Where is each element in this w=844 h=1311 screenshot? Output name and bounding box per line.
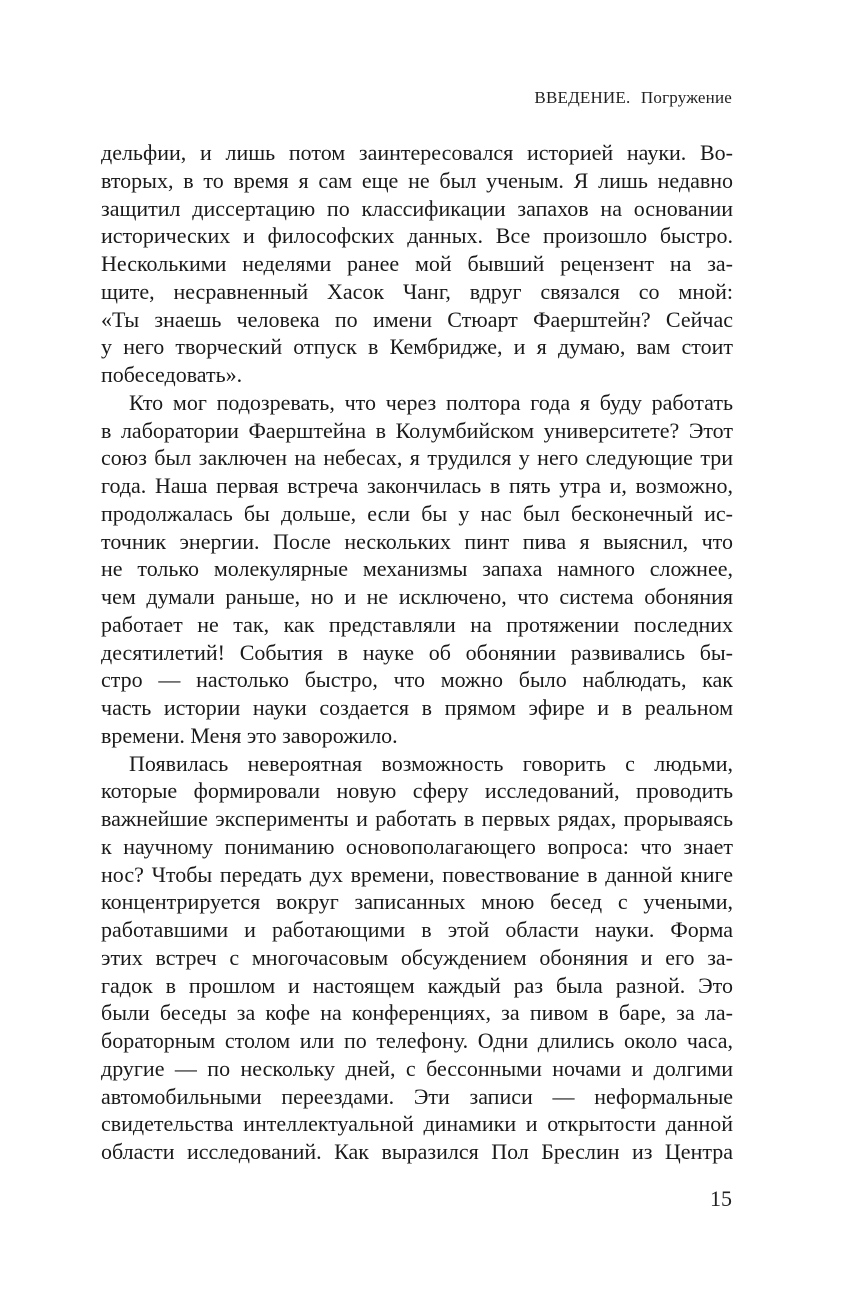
- text-line: времени. Меня это заворожило.: [101, 722, 398, 748]
- paragraph: [101, 389, 733, 750]
- paragraph: [101, 750, 733, 1166]
- text-line: работает не так, как представляли на протяжении последних: [101, 611, 733, 637]
- text-line: часть истории науки создается в прямом эфире и в реальном: [101, 695, 733, 720]
- running-head: [534, 88, 732, 108]
- text-line: к научному пониманию основополагающего вопроса: что знает: [101, 833, 733, 859]
- text-line: другие — по нескольку дней, с бессонными ночами и долгими: [101, 1055, 733, 1081]
- body-text: [101, 139, 733, 1166]
- text-line: Кто мог подозревать, что через полтора года я буду работать: [129, 389, 733, 415]
- text-line: «Ты знаешь человека по имени Стюарт Фаерштейн? Сейчас: [101, 306, 733, 332]
- text-line: дельфии, и лишь потом заинтересовался историей науки. Во-: [101, 140, 733, 165]
- text-line: чем думали раньше, но и не исключено, что система обоняния: [101, 584, 733, 609]
- text-line: стро — настолько быстро, что можно было наблюдать, как: [101, 667, 733, 693]
- text-line: у него творческий отпуск в Кембридже, и я думаю, вам стоит: [101, 334, 733, 360]
- text-line: бораторным столом или по телефону. Одни длились около часа,: [101, 1028, 733, 1053]
- page-number: 15: [710, 1186, 732, 1211]
- text-line: защитил диссертацию по классификации запахов на основании: [101, 195, 733, 221]
- text-line: нос? Чтобы передать дух времени, повествование в данной книге: [101, 861, 733, 887]
- text-line: концентрируется вокруг записанных мною бесед с учеными,: [101, 889, 733, 915]
- text-line: точник энергии. После нескольких пинт пива я выяснил, что: [101, 528, 733, 554]
- text-line: этих встреч с многочасовым обсуждением обоняния и его за-: [101, 944, 733, 970]
- text-line: области исследований. Как выразился Пол Бреслин из Центра: [101, 1139, 733, 1164]
- text-line: побеседовать».: [101, 362, 243, 387]
- running-head-chapter-title: Погружение: [640, 88, 732, 107]
- text-line: свидетельства интеллектуальной динамики и открытости данной: [101, 1111, 733, 1137]
- text-line: Несколькими неделями ранее мой бывший рецензент на за-: [101, 251, 733, 276]
- running-head-section: ВВЕДЕНИЕ.: [534, 88, 631, 107]
- text-line: которые формировали новую сферу исследований, проводить: [101, 778, 733, 804]
- text-line: гадок в прошлом и настоящем каждый раз была разной. Это: [101, 972, 733, 998]
- text-line: продолжалась бы дольше, если бы у нас был бесконечный ис-: [101, 500, 733, 526]
- text-line: не только молекулярные механизмы запаха намного сложнее,: [101, 556, 733, 582]
- text-line: десятилетий! События в науке об обонянии развивались бы-: [101, 639, 733, 665]
- text-line: автомобильными переездами. Эти записи — неформальные: [101, 1083, 733, 1109]
- text-line: в лаборатории Фаерштейна в Колумбийском университете? Этот: [101, 417, 733, 443]
- paragraph: [101, 139, 733, 389]
- text-line: года. Наша первая встреча закончилась в пять утра и, возможно,: [101, 473, 733, 498]
- text-line: союз был заключен на небесах, я трудился у него следующие три: [101, 445, 733, 471]
- text-line: исторических и философских данных. Все произошло быстро.: [101, 223, 733, 249]
- text-line: важнейшие эксперименты и работать в первых рядах, прорываясь: [101, 806, 733, 831]
- text-line: щите, несравненный Хасок Чанг, вдруг связался со мной:: [101, 278, 733, 304]
- text-line: вторых, в то время я сам еще не был ученым. Я лишь недавно: [101, 167, 733, 193]
- text-line: работавшими и работающими в этой области науки. Форма: [101, 917, 733, 942]
- text-line: Появилась невероятная возможность говорить с людьми,: [129, 750, 733, 776]
- text-line: были беседы за кофе на конференциях, за пивом в баре, за ла-: [101, 1000, 733, 1026]
